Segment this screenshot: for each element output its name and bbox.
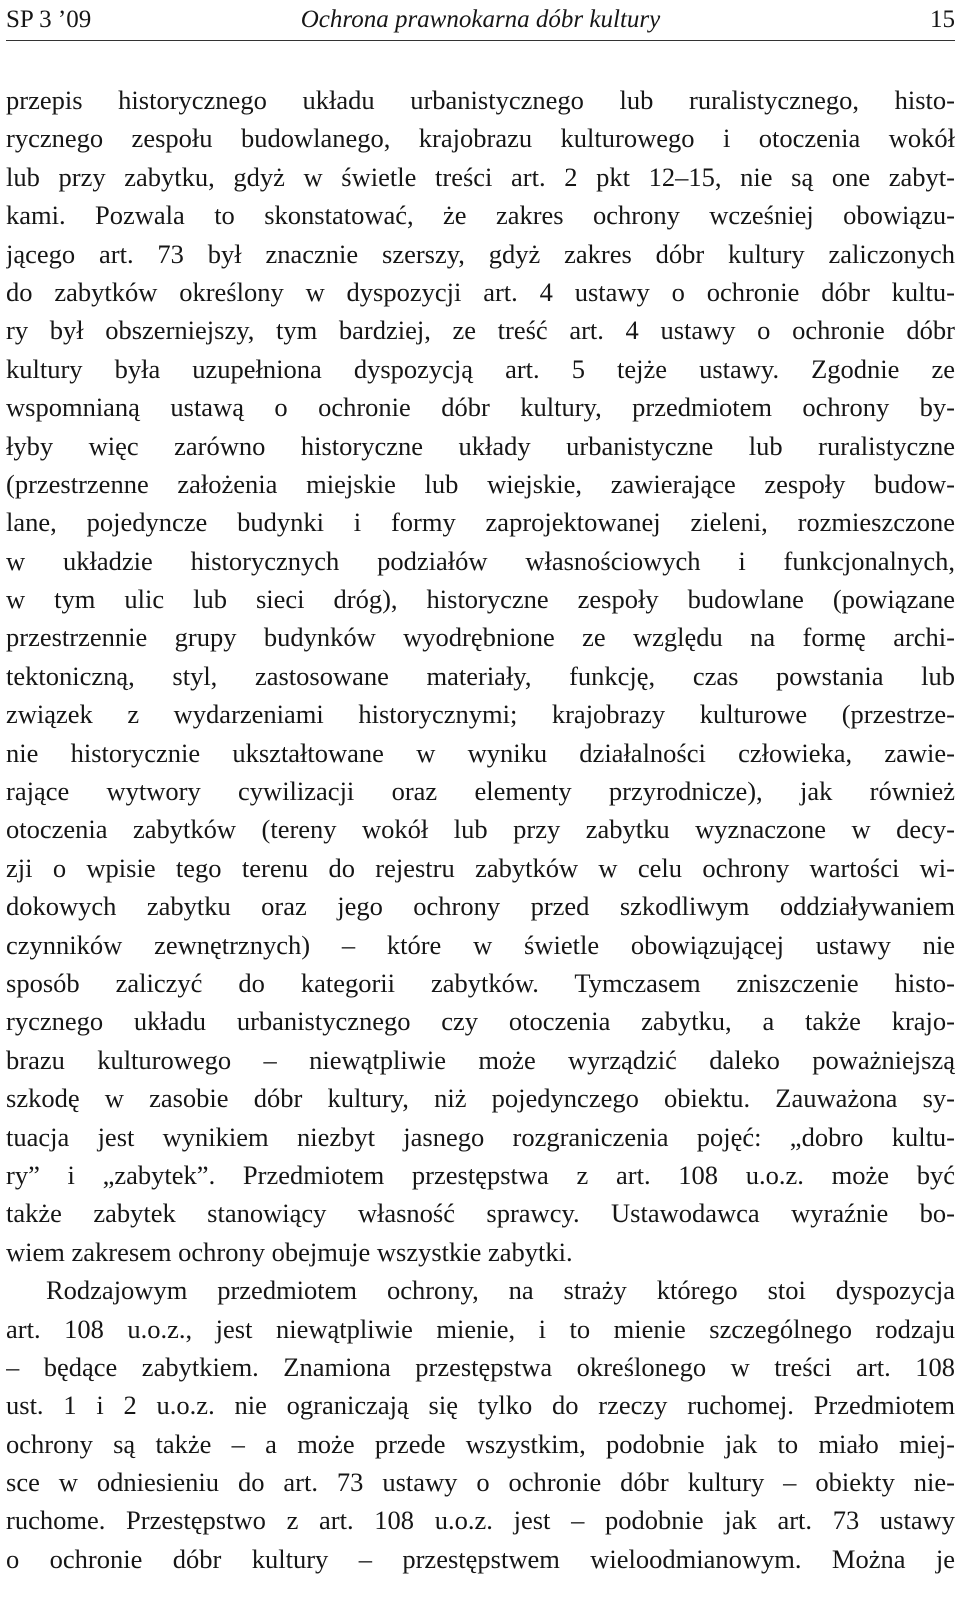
text-line: sce w odniesieniu do art. 73 ustawy o ochronie dóbr kultury – obiekty nie- [6, 1467, 955, 1498]
page-number: 15 [930, 6, 955, 33]
text-line: wspomnianą ustawą o ochronie dóbr kultury, przedmiotem ochrony by- [6, 392, 955, 423]
text-line: brazu kulturowego – niewątpliwie może wyrządzić daleko poważniejszą [6, 1044, 955, 1075]
text-line: lub przy zabytku, gdyż w świetle treści art. 2 pkt 12–15, nie są one zabyt- [6, 161, 955, 192]
text-line: zji o wpisie tego terenu do rejestru zabytków w celu ochrony wartości wi- [6, 852, 955, 883]
text-line: w układzie historycznych podziałów własnościowych i funkcjonalnych, [6, 545, 955, 576]
text-line: wiem zakresem ochrony obejmuje wszystkie zabytki. [6, 1236, 573, 1267]
text-line: związek z wydarzeniami historycznymi; krajobrazy kulturowe (przestrze- [6, 699, 955, 730]
paragraph-1 [6, 81, 955, 1271]
paragraph-2 [6, 1271, 955, 1578]
text-line: do zabytków określony w dyspozycji art. 4 ustawy o ochronie dóbr kultu- [6, 276, 955, 307]
text-line: otoczenia zabytków (tereny wokół lub przy zabytku wyznaczone w decy- [6, 814, 955, 845]
text-line: także zabytek stanowiący własność sprawcy. Ustawodawca wyraźnie bo- [6, 1198, 955, 1229]
text-line: w tym ulic lub sieci dróg), historyczne zespoły budowlane (powiązane [6, 584, 955, 615]
running-header [6, 2, 955, 38]
text-line: rycznego zespołu budowlanego, krajobrazu kulturowego i otoczenia wokół [6, 123, 955, 154]
text-line: tuacja jest wynikiem niezbyt jasnego rozgraniczenia pojęć: „dobro kultu- [6, 1121, 955, 1152]
document-page [6, 0, 955, 1610]
text-line: Rodzajowym przedmiotem ochrony, na straży którego stoi dyspozycja [46, 1275, 955, 1306]
text-line: przepis historycznego układu urbanistycznego lub ruralistycznego, histo- [6, 85, 955, 115]
text-line: ochrony są także – a może przede wszystkim, podobnie jak to miało miej- [6, 1428, 955, 1459]
text-line: sposób zaliczyć do kategorii zabytków. Tymczasem zniszczenie histo- [6, 967, 955, 998]
running-title: Ochrona prawnokarna dóbr kultury [300, 6, 661, 33]
text-line: art. 108 u.o.z., jest niewątpliwie mienie, i to mienie szczególnego rodzaju [6, 1313, 955, 1344]
text-line: jącego art. 73 był znacznie szerszy, gdyż zakres dóbr kultury zaliczonych [6, 238, 955, 269]
text-line: – będące zabytkiem. Znamiona przestępstwa określonego w treści art. 108 [6, 1351, 955, 1382]
text-line: kami. Pozwala to skonstatować, że zakres ochrony wcześniej obowiązu- [6, 200, 955, 231]
text-line: (przestrzenne założenia miejskie lub wiejskie, zawierające zespoły budow- [6, 468, 955, 499]
text-line: dokowych zabytku oraz jego ochrony przed szkodliwym oddziaływaniem [6, 891, 955, 922]
text-line: rycznego układu urbanistycznego czy otoczenia zabytku, a także krajo- [6, 1006, 955, 1037]
text-line: rające wytwory cywilizacji oraz elementy przyrodnicze), jak również [6, 776, 955, 807]
text-line: ruchome. Przestępstwo z art. 108 u.o.z. jest – podobnie jak art. 73 ustawy [6, 1505, 955, 1536]
text-line: lane, pojedyncze budynki i formy zaprojektowanej zieleni, rozmieszczone [6, 507, 955, 538]
text-line: przestrzennie grupy budynków wyodrębnione ze względu na formę archi- [6, 622, 955, 653]
text-line: nie historycznie ukształtowane w wyniku działalności człowieka, zawie- [6, 737, 955, 768]
header-rule [6, 40, 955, 41]
text-line: kultury była uzupełniona dyspozycją art. 5 tejże ustawy. Zgodnie ze [6, 353, 955, 384]
journal-issue: SP 3 ’09 [6, 6, 92, 33]
body-text [6, 81, 955, 1578]
text-line: o ochronie dóbr kultury – przestępstwem wieloodmianowym. Można je [6, 1543, 955, 1574]
text-line: łyby więc zarówno historyczne układy urbanistyczne lub ruralistyczne [6, 430, 955, 461]
text-line: ry” i „zabytek”. Przedmiotem przestępstwa z art. 108 u.o.z. może być [6, 1159, 955, 1190]
text-line: tektoniczną, styl, zastosowane materiały, funkcję, czas powstania lub [6, 660, 955, 691]
text-line: czynników zewnętrznych) – które w świetle obowiązującej ustawy nie [6, 929, 955, 960]
text-line: ry był obszerniejszy, tym bardziej, ze treść art. 4 ustawy o ochronie dóbr [6, 315, 955, 346]
text-line: szkodę w zasobie dóbr kultury, niż pojedynczego obiektu. Zauważona sy- [6, 1083, 955, 1114]
text-line: ust. 1 i 2 u.o.z. nie ograniczają się tylko do rzeczy ruchomej. Przedmiotem [6, 1390, 955, 1421]
